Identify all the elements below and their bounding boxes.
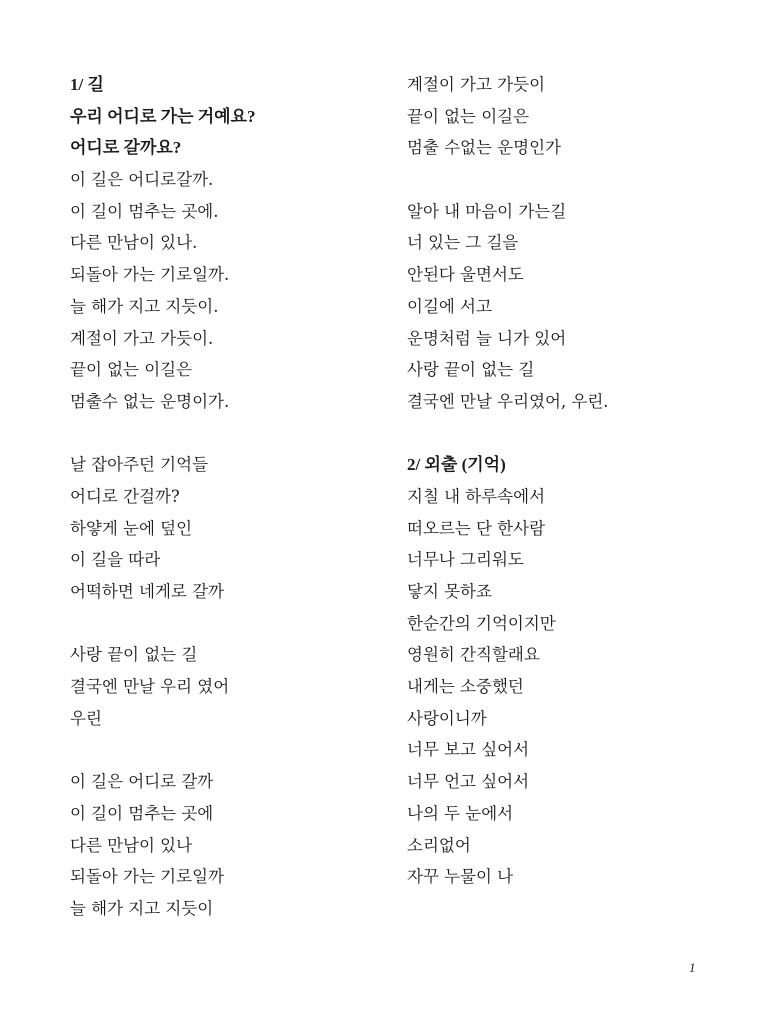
lyric-line: 떠오르는 단 한사람 — [407, 518, 546, 538]
lyric-line: 영원히 간직할래요 — [407, 645, 540, 665]
blank-line — [407, 418, 727, 450]
lyric-line: 되돌아 가는 기로일까 — [70, 867, 224, 887]
lyric-line: 다른 만남이 있나. — [70, 233, 198, 253]
lyric-line: 너무 언고 싶어서 — [407, 772, 530, 792]
page-number: 1 — [689, 960, 696, 975]
lyric-line: 되돌아 가는 기로일까. — [70, 265, 230, 285]
lyric-line: 닿지 못하죠 — [407, 582, 492, 601]
lyric-line: 멈출 수없는 운명인가 — [407, 138, 561, 158]
lyric-line: 끝이 없는 이길은 — [70, 360, 193, 380]
lyric-line: 자꾸 누물이 나 — [407, 867, 514, 887]
section-heading-line: 우리 어디로 가는 거예요? — [70, 106, 256, 126]
lyric-line: 이길에 서고 — [407, 296, 492, 316]
section-heading-line: 1/ 길 — [70, 75, 104, 94]
lyrics-right-column — [407, 69, 727, 893]
lyric-line: 너 있는 그 길을 — [407, 233, 519, 253]
lyric-line: 나의 두 눈에서 — [407, 803, 514, 823]
lyric-line: 지칠 내 하루속에서 — [407, 486, 546, 506]
lyric-line: 너무 보고 싶어서 — [407, 740, 530, 760]
lyric-line: 늘 해가 지고 지듯이. — [70, 296, 219, 316]
lyric-line: 이 길은 어디로갈까. — [70, 170, 214, 190]
section-heading-line: 어디로 갈까요? — [70, 138, 182, 158]
lyric-line: 이 길이 멈추는 곳에 — [70, 803, 214, 823]
lyric-line: 하얗게 눈에 덮인 — [70, 518, 193, 538]
lyrics-left-column — [70, 69, 390, 925]
lyric-line: 이 길을 따라 — [70, 550, 161, 570]
lyric-line: 멈출수 없는 운명이가. — [70, 391, 230, 411]
lyric-line: 날 잡아주던 기억들 — [70, 455, 209, 475]
lyric-line: 다른 만남이 있나 — [70, 835, 193, 855]
lyric-line: 이 길은 어디로 갈까 — [70, 772, 214, 792]
lyric-line: 어디로 간걸까? — [70, 486, 180, 506]
lyric-line: 안된다 울면서도 — [407, 265, 524, 285]
lyric-line: 내게는 소중했던 — [407, 677, 524, 697]
lyric-line: 사랑 끝이 없는 길 — [407, 360, 535, 380]
lyric-line: 끝이 없는 이길은 — [407, 106, 530, 126]
lyric-line: 너무나 그리워도 — [407, 550, 524, 570]
lyric-line: 결국엔 만날 우리였어, 우린. — [407, 391, 609, 411]
lyric-line: 한순간의 기억이지만 — [407, 613, 556, 633]
lyric-line: 결국엔 만날 우리 였어 — [70, 677, 230, 697]
lyric-line: 운명처럼 늘 니가 있어 — [407, 328, 567, 348]
lyric-line: 사랑이니까 — [407, 708, 487, 728]
blank-line — [70, 608, 390, 640]
lyric-line: 늘 해가 지고 지듯이 — [70, 898, 214, 918]
lyric-line: 계절이 가고 가듯이. — [70, 328, 214, 348]
blank-line — [407, 164, 727, 196]
lyric-line: 계절이 가고 가듯이 — [407, 75, 546, 94]
lyric-line: 어떡하면 네게로 갈까 — [70, 582, 224, 601]
lyric-line: 소리없어 — [407, 835, 471, 855]
lyric-line: 이 길이 멈추는 곳에. — [70, 201, 219, 221]
lyric-line: 사랑 끝이 없는 길 — [70, 645, 198, 665]
section-heading-line: 2/ 외출 (기억) — [407, 455, 506, 475]
blank-line — [70, 734, 390, 766]
lyric-line: 우린 — [70, 708, 102, 728]
lyric-line: 알아 내 마음이 가는길 — [407, 201, 567, 221]
blank-line — [70, 418, 390, 450]
